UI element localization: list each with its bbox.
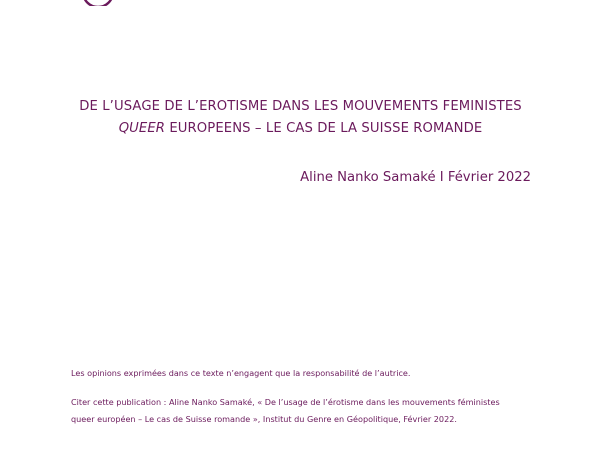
author-date-byline: Aline Nanko Samaké I Février 2022 [300,170,531,185]
title-italic-word: QUEER [118,121,166,136]
title-line-2 [0,118,601,140]
disclaimer-note: Les opinions exprimées dans ce texte n’engagent que la responsabilité de l’autrice. [71,368,411,378]
citation-note [71,394,541,427]
document-title [0,96,601,140]
citation-line-2: queer européen – Le cas de Suisse romande », Institut du Genre en Géopolitique, Février 2022. [71,413,457,424]
citation-line-1: Citer cette publication : Aline Nanko Samaké, « De l’usage de l’érotisme dans les mouvements féministes [71,397,500,407]
title-line-2-rest: EUROPEENS – LE CAS DE LA SUISSE ROMANDE [165,121,483,136]
logo-arc-icon [80,0,116,6]
title-line-1: DE L’USAGE DE L’EROTISME DANS LES MOUVEMENTS FEMINISTES [79,99,522,114]
